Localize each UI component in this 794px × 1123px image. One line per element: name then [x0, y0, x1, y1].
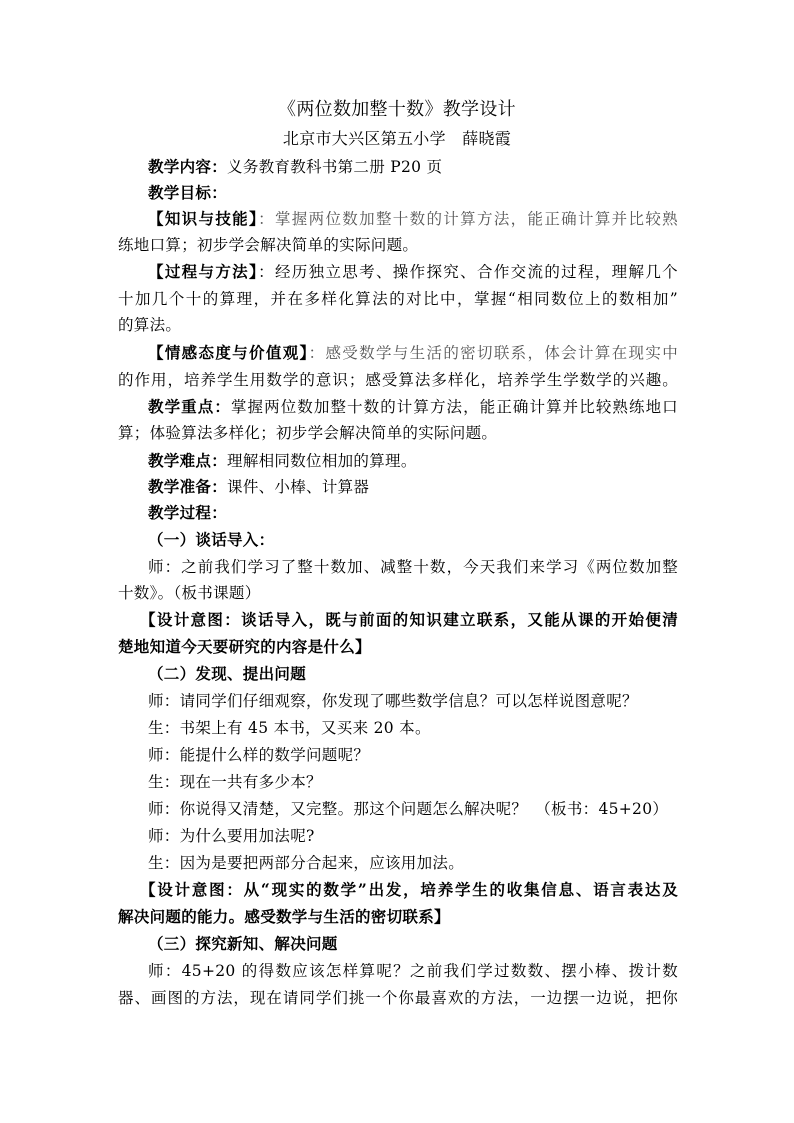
- section-3-line-2: 器、画图的方法，现在请同学们挑一个你最喜欢的方法，一边摆一边说，把你: [118, 989, 678, 1007]
- content-text: 义务教育教科书第二册 P20 页: [227, 158, 443, 176]
- emotion-label: 【情感态度与价值观】: [148, 343, 309, 362]
- intent-2-line-1: 【设计意图：从“现实的数学”出发，培养学生的收集信息、语言表达及: [140, 880, 678, 899]
- prep-text: 课件、小棒、计算器: [227, 478, 370, 496]
- procedure-label: 教学过程：: [148, 503, 228, 522]
- prep-row: [148, 476, 678, 498]
- knowledge-line-1: [148, 208, 678, 230]
- difficulty-row: [148, 450, 678, 472]
- section-2-line-2: 生：书架上有 45 本书，又买来 20 本。: [148, 719, 431, 737]
- emotion-line-1: [148, 342, 678, 364]
- section-1-heading: （一）谈话导入：: [148, 530, 275, 549]
- section-3-heading: （三）探究新知、解决问题: [148, 934, 338, 953]
- prep-label: 教学准备：: [148, 477, 228, 496]
- section-2-heading: （二）发现、提出问题: [148, 664, 307, 683]
- section-1-line-2: 十数》。（板书课题）: [118, 584, 261, 602]
- document-title: 《两位数加整十数》教学设计: [278, 99, 516, 120]
- process-text-1: ：经历独立思考、操作探究、合作交流的过程，理解几个: [258, 263, 678, 281]
- key-line-1: [148, 396, 678, 418]
- intent-1-line-2: 楚地知道今天要研究的内容是什么】: [118, 637, 371, 656]
- intent-2-line-2: 解决问题的能力。感受数学与生活的密切联系】: [118, 907, 450, 926]
- section-2-line-6: 师：为什么要用加法呢?: [148, 827, 315, 845]
- section-2-line-1: 师：请同学们仔细观察，你发现了哪些数学信息？可以怎样说图意呢？: [148, 692, 638, 710]
- key-line-2: 算；体验算法多样化；初步学会解决简单的实际问题。: [118, 424, 498, 442]
- section-2-line-4: 生：现在一共有多少本？: [148, 773, 322, 791]
- intent-1-line-1: 【设计意图：谈话导入，既与前面的知识建立联系，又能从课的开始便清: [140, 610, 678, 629]
- section-2-line-3: 师：能提什么样的数学问题呢？: [148, 746, 370, 764]
- key-text-1: 掌握两位数加整十数的计算方法，能正确计算并比较熟练地口: [230, 398, 678, 416]
- section-1-line-1: 师：之前我们学习了整十数加、减整十数，今天我们来学习《两位数加整: [148, 558, 678, 576]
- emotion-line-2: 的作用，培养学生用数学的意识；感受算法多样化，培养学生学数学的兴趣。: [118, 371, 678, 389]
- knowledge-text-1: ：掌握两位数加整十数的计算方法，能正确计算并比较熟: [258, 210, 678, 228]
- knowledge-label: 【知识与技能】: [148, 209, 259, 228]
- difficulty-text: 理解相同数位相加的算理。: [227, 452, 417, 470]
- process-line-2: 十加几个十的算理，并在多样化算法的对比中，掌握“相同数位上的数相加”: [118, 290, 678, 308]
- emotion-text-1: ：感受数学与生活的密切联系，体会计算在现实中: [308, 344, 678, 362]
- process-label: 【过程与方法】: [148, 262, 259, 281]
- knowledge-line-2: 练地口算；初步学会解决简单的实际问题。: [118, 236, 419, 254]
- content-label: 教学内容：: [148, 157, 228, 176]
- process-line-3: 的算法。: [118, 316, 182, 334]
- goals-label: 教学目标：: [148, 183, 228, 202]
- content-row: [148, 156, 678, 178]
- key-label: 教学重点：: [148, 397, 231, 416]
- difficulty-label: 教学难点：: [148, 451, 228, 470]
- section-2-line-5: 师：你说得又清楚，又完整。那这个问题怎么解决呢？ （板书：45+20）: [148, 800, 669, 818]
- process-line-1: [148, 261, 678, 283]
- author-line: 北京市大兴区第五小学 薛晓霞: [282, 129, 512, 148]
- section-2-line-7: 生：因为是要把两部分合起来，应该用加法。: [148, 854, 465, 872]
- section-3-line-1: 师：45+20 的得数应该怎样算呢？之前我们学过数数、摆小棒、拨计数: [148, 962, 678, 980]
